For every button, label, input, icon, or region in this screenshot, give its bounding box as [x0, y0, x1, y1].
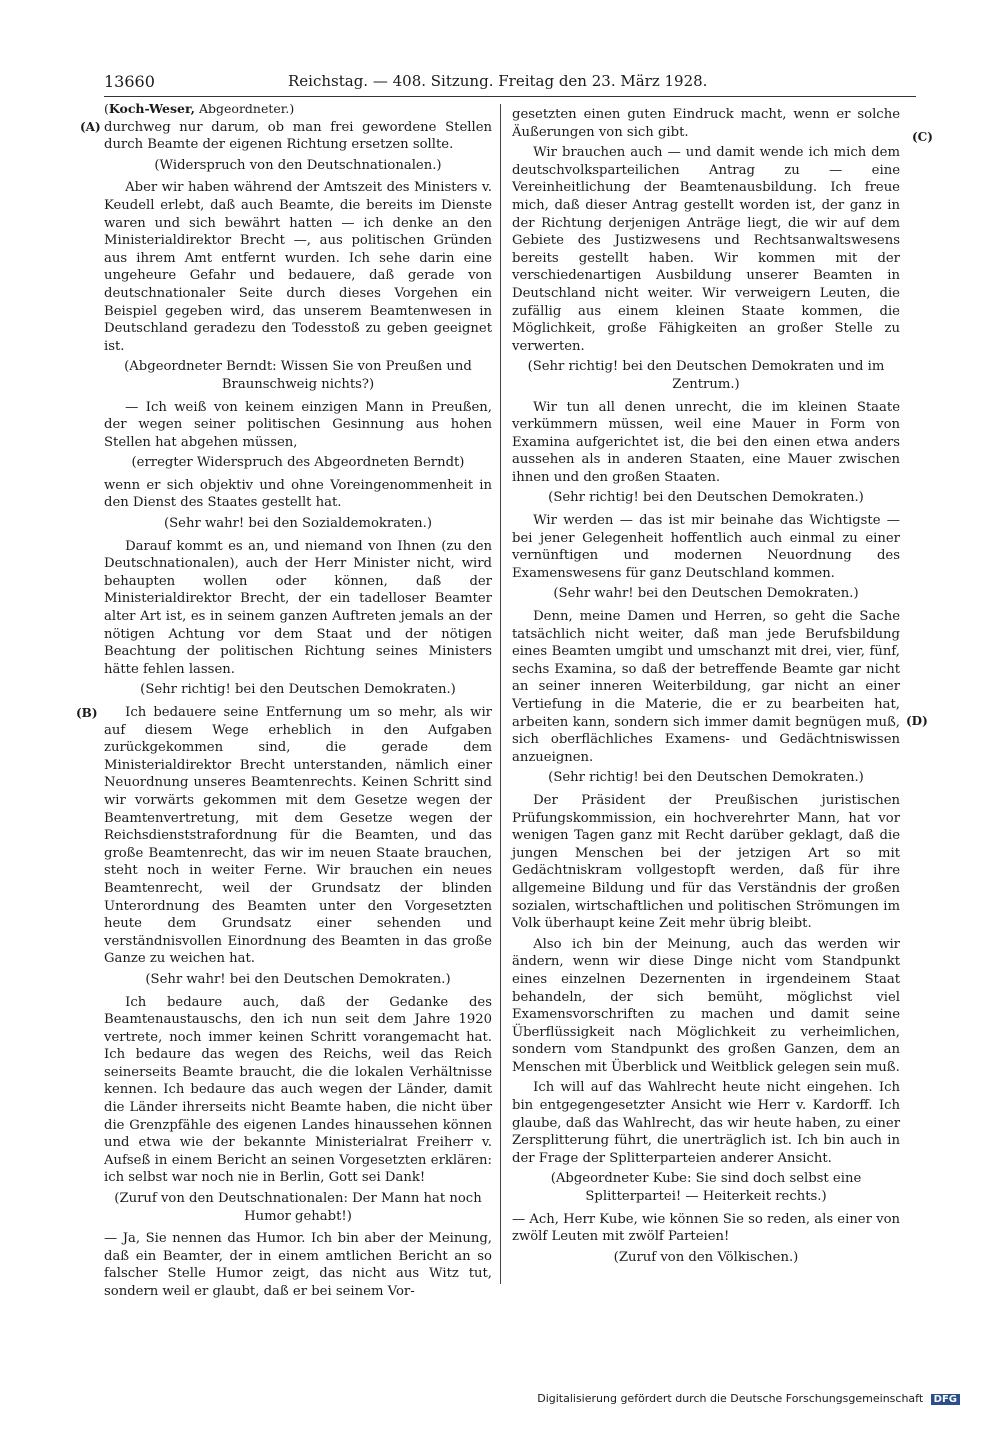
dfg-logo: DFG: [931, 1394, 960, 1405]
paragraph: Wir brauchen auch — und damit wende ich mich dem deutschvolksparteilichen Antrag zu — eine Vereinheitlichung der Beamtenausbildung. Ich freue mich, daß dieser Antrag gestellt worden ist, der ganz in der Richtung derjenigen Anträge liegt, die wir auf dem Gebiete des Justizwesens und Rechtsanwaltswesens bereits gestellt haben. Wir kommen mit der verschiedenartigen Ausbildung unserer Beamten in Deutschland nicht weiter. Wir verweigern Leuten, die zufällig aus einem kleinen Staate kommen, die Möglichkeit, große Fähigkeiten an großer Stelle zu verwerten.: [512, 145, 900, 354]
page-header: [104, 70, 916, 97]
interjection: (Zuruf von den Völkischen.): [613, 1249, 799, 1265]
paragraph: Also ich bin der Meinung, auch das werden wir ändern, wenn wir diese Dinge nicht vom Standpunkt eines einzelnen Dezernenten in irgendeinem Staat behandeln, der sich bemüht, möglichst viel Examensvorschriften zu machen und damit seine Überflüssigkeit nach Möglichkeit zu verheimlichen, sondern vom Standpunkt des großen Ganzen, dem an Menschen mit Überblick und Weitblick gelegen sein muß.: [512, 936, 900, 1075]
paragraph: Aber wir haben während der Amtszeit des Ministers v. Keudell erlebt, daß auch Beamte, die bereits im Dienste waren und sich bewährt hatten — ich denke an den Ministerialdirektor Brecht —, aus politischen Gründen aus ihrem Amt entfernt wurden. Ich sehe darin eine ungeheure Gefahr und bedauere, daß gerade von deutschnationaler Seite durch dieses Vorgehen ein Beispiel gegeben wird, das unserem Beamtenwesen in Deutschland geradezu den Todesstoß zu geben geeignet ist.: [104, 180, 492, 354]
paragraph: — Ach, Herr Kube, wie können Sie so reden, als einer von zwölf Leuten mit zwölf Parteien!: [512, 1211, 900, 1245]
margin-marker-c: (C): [912, 130, 933, 144]
paragraph: — Ja, Sie nennen das Humor. Ich bin aber der Meinung, daß ein Beamter, der in einem amtlichen Bericht an so falscher Stelle Humor zeigt, das nicht aus Witz tut, sondern weil er glaubt, daß er bei seinem Vor-: [104, 1231, 492, 1299]
paragraph: Darauf kommt es an, und niemand von Ihnen (zu den Deutschnationalen), auch der Herr Minister nicht, wird behaupten wollen oder können, daß der Ministerialdirektor Brecht, der ein tadelloser Beamter alter Art ist, es in seinem ganzen Auftreten jemals an der nötigen Achtung vor dem Staat und der nötigen Beachtung der politischen Richtung seines Ministers hätte fehlen lassen.: [104, 538, 492, 677]
speaker-line: (Koch-Weser, Abgeordneter.): [104, 101, 295, 116]
left-column: [104, 100, 492, 1304]
interjection: (Sehr richtig! bei den Deutschen Demokraten.): [140, 682, 456, 698]
page-number: 13660: [104, 72, 155, 91]
interjection: (erregter Widerspruch des Abgeordneten Berndt): [131, 455, 465, 471]
speaker-name: Koch-Weser,: [108, 101, 196, 116]
interjection: (Sehr wahr! bei den Deutschen Demokraten.): [145, 971, 451, 987]
interjection: (Sehr richtig! bei den Deutschen Demokraten.): [548, 490, 864, 506]
paragraph: Wir tun all denen unrecht, die im kleinen Staate verkümmern müssen, weil eine Mauer in Form von Examina aufgerichtet ist, die bei den einen etwa anders aussehen als in anderen Staaten, eine Mauer zwischen ihnen und den großen Staaten.: [512, 399, 900, 485]
margin-marker-d: (D): [906, 714, 928, 728]
paragraph: wenn er sich objektiv und ohne Voreingenommenheit in den Dienst des Staates gestellt hat.: [104, 477, 492, 511]
running-title: Reichstag. — 408. Sitzung. Freitag den 23. März 1928.: [288, 72, 708, 90]
interjection: (Widerspruch von den Deutschnationalen.): [154, 157, 442, 173]
right-column: [512, 106, 900, 1271]
paragraph: Denn, meine Damen und Herren, so geht die Sache tatsächlich nicht weiter, daß man jede Berufsbildung eines Beamten umgibt und umschanzt mit drei, vier, fünf, sechs Examina, so daß der betreffende Beamte gar nicht an seiner inneren Weiterbildung, gar nicht an einer Vertiefung in die Materie, die er zu bearbeiten hat, arbeiten kann, sondern sich immer damit begnügen muß, sich oberflächliches Examens- und Gedächtniswissen anzueignen.: [512, 609, 900, 765]
interjection: (Sehr wahr! bei den Sozialdemokraten.): [164, 516, 432, 532]
paragraph: — Ich weiß von keinem einzigen Mann in Preußen, der wegen seiner politischen Gesinnung aus hohen Stellen hat abgehen müssen,: [104, 399, 492, 450]
credit-text: Digitalisierung gefördert durch die Deutsche Forschungsgemeinschaft: [537, 1392, 924, 1405]
column-divider: [500, 104, 501, 1284]
interjection: (Zuruf von den Deutschnationalen: Der Mann hat noch Humor gehabt!): [114, 1191, 482, 1224]
paragraph: durchweg nur darum, ob man frei gewordene Stellen durch Beamte der eigenen Richtung ersetzen sollte.: [104, 119, 492, 153]
margin-marker-a: (A): [80, 120, 101, 134]
paragraph: Ich bedaure auch, daß der Gedanke des Beamtenaustauschs, den ich nun seit dem Jahre 1920 vertrete, noch immer keinen Schritt vorangemacht hat. Ich bedaure das wegen des Reichs, weil das Reich seinerseits Beamte braucht, die die lokalen Verhältnisse kennen. Ich bedaure das auch wegen der Länder, damit die Länder ihrerseits nicht Beamte haben, die nicht über die Grenzpfähle des eigenen Landes hinaussehen können und etwa wie der bekannte Ministerialrat Freiherr v. Aufseß in einem Bericht an seinen Vorgesetzten erklären: ich selbst war noch nie in Berlin, Gott sei Dank!: [104, 994, 492, 1186]
paragraph: Wir werden — das ist mir beinahe das Wichtigste — bei jener Gelegenheit hoffentlich auch einmal zu einer vernünftigen und modernen Neuordnung des Examenswesens für ganz Deutschland kommen.: [512, 513, 900, 581]
interjection: (Sehr richtig! bei den Deutschen Demokraten und im Zentrum.): [527, 359, 885, 392]
interjection: (Sehr richtig! bei den Deutschen Demokraten.): [548, 770, 864, 786]
paragraph: Der Präsident der Preußischen juristischen Prüfungskommission, ein hochverehrter Mann, hat vor wenigen Tagen ganz mit Recht darüber geklagt, daß die jungen Menschen bei der jetzigen Art so mit Gedächtniskram vollgestopft werden, daß für ihre allgemeine Bildung und für das Verständnis der großen sozialen, wirtschaftlichen und politischen Strömungen im Volk überhaupt keine Zeit mehr übrig bleibt.: [512, 792, 900, 932]
digitization-credit: [537, 1392, 960, 1405]
interjection: (Sehr wahr! bei den Deutschen Demokraten.): [553, 586, 859, 602]
paragraph: gesetzten einen guten Eindruck macht, wenn er solche Äußerungen von sich gibt.: [512, 107, 900, 140]
speaker-role: Abgeordneter.: [199, 101, 290, 116]
margin-marker-b: (B): [76, 706, 98, 720]
paragraph: Ich will auf das Wahlrecht heute nicht eingehen. Ich bin entgegengesetzter Ansicht wie Herr v. Kardorff. Ich glaube, daß das Wahlrecht, das wir heute haben, zu einer Zersplitterung führt, die unerträglich ist. Ich bin auch in der Frage der Splitterparteien anderer Ansicht.: [512, 1080, 900, 1166]
interjection: (Abgeordneter Kube: Sie sind doch selbst eine Splitterpartei! — Heiterkeit rechts.): [550, 1171, 862, 1205]
interjection: (Abgeordneter Berndt: Wissen Sie von Preußen und Braunschweig nichts?): [124, 359, 472, 392]
paragraph: Ich bedauere seine Entfernung um so mehr, als wir auf diesem Wege erheblich in den Aufgaben zurückgekommen sind, die gerade dem Ministerialdirektor Brecht unterstanden, nämlich einer Neuordnung unseres Beamtenrechts. Keinen Schritt sind wir vorwärts gekommen mit dem Gesetze wegen der Beamtenvertretung, mit dem Gesetze wegen der Reichsdienststrafordnung für die Beamten, und das große Beamtenrecht, das wir im neuen Staate brauchen, steht noch in weiter Ferne. Wir brauchen ein neues Beamtenrecht, weil der Grundsatz der blinden Unterordnung des Beamten unter den Vorgesetzten heute dem Grundsatz einer sehenden und verständnisvollen Einordnung des Beamten in das große Ganze zu weichen hat.: [104, 705, 492, 967]
